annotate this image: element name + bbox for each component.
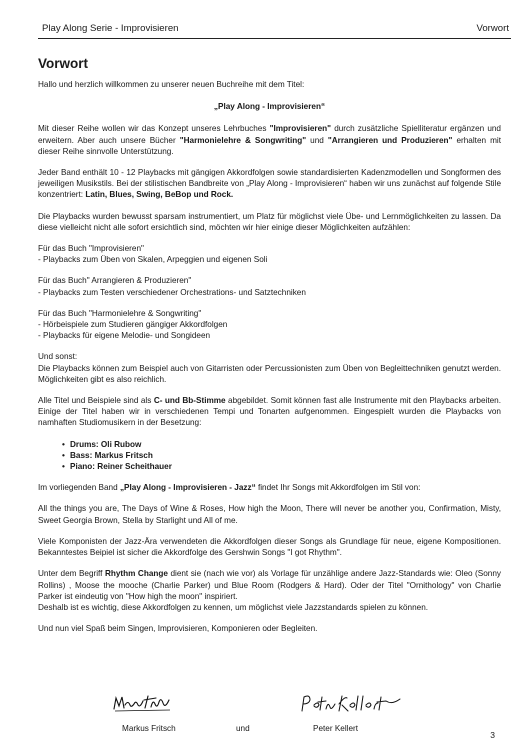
section-title: Vorwort [476,23,509,34]
musician-piano: • Piano: Reiner Scheithauer [70,461,501,472]
instrumentation-paragraph: Die Playbacks wurden bewusst sparsam instrumentiert, um Platz für möglichst viele Übe- und Lernmöglichkeiten zu lassen. Da diese vielleicht nicht alle sofort ersichtlich sind, möchten wir hier einige dieser Möglichkeiten aufzählen: [38,211,501,232]
songs-paragraph: All the things you are, The Days of Wine & Roses, How high the Moon, There will never be another you, Confirmation, Misty, Sweet Georgia Brown, Stella by Starlight und All of me. [38,504,501,525]
signature-name-left: Markus Fritsch [122,724,176,733]
page-number: 3 [490,730,495,740]
other-uses-paragraph: Und sonst: Die Playbacks können zum Beispiel auch von Gitarristen oder Percussionisten zum Üben von Begleittechniken genutzt werden. Möglichkeiten gibt es also reichlich. [38,352,501,384]
series-title: Play Along Serie - Improvisieren [42,23,179,34]
intro-paragraph: Mit dieser Reihe wollen wir das Konzept unseres Lehrbuches "Improvisieren" durch zusätzliche Spielliteratur ergänzen und erweitern. Aber auch unsere Bücher "Harmonielehre & Songwriting" und "Arrangieren und Produzieren" erhalten mit dieser Reihe sinnvolle Unterstützung. [38,124,501,156]
closing-line: Und nun viel Spaß beim Singen, Improvisieren, Komponieren oder Begleiten. [38,624,318,634]
use-case-harmonielehre: Für das Buch "Harmonielehre & Songwriting" - Hörbeispiele zum Studieren gängiger Akkordfolgen - Playbacks für eigene Melodie- und Songideen [38,308,228,341]
musicians-list [38,439,501,473]
book-title: „Play Along - Improvisieren“ [213,102,326,112]
use-case-arrangieren: Für das Buch" Arrangieren & Produzieren" - Playbacks zum Testen verschiedener Orchestrations- und Satztechniken [38,276,306,297]
rhythm-change-paragraph: Unter dem Begriff Rhythm Change dient sie (nach wie vor) als Vorlage für unzählige andere Jazz-Standards wie: Oleo (Sonny Rollins) , Moose the mooche (Charlie Parker) und Blue Room (Rodgers & Hard). Oder der Titel "Ornithology" von Charlie Parker ist eindeutig von "How high the moon" inspiriert. Deshalb ist es wichtig, diese Akkordfolgen zu kennen, um möglichst viele Jazzstandards spielen zu können. [38,569,501,612]
band-paragraph: Im vorliegenden Band „Play Along - Improvisieren - Jazz“ findet Ihr Songs mit Akkordfolgen im Stil von: [38,483,421,493]
playbacks-paragraph: Jeder Band enthält 10 - 12 Playbacks mit gängigen Akkordfolgen sowie standardisierten Kadenzmodellen und Songformen des jeweiligen Musikstils. Bei der stilistischen Bandbreite von „Play Along - Improvisieren“ haben wir uns zunächst auf folgende Stile konzentriert: Latin, Blues, Swing, BeBop und Rock. [38,168,501,200]
use-case-improvisieren: Für das Buch "Improvisieren" - Playbacks zum Üben von Skalen, Arpeggien und eigenen Soli [38,244,268,265]
musician-drums: • Drums: Oli Rubow [70,439,501,450]
signature-connector: und [236,724,250,733]
greeting: Hallo und herzlich willkommen zu unserer neuen Buchreihe mit dem Titel: [38,80,305,89]
page-title: Vorwort [38,56,88,71]
signature-peter-kellert [298,691,408,717]
titles-paragraph: Alle Titel und Beispiele sind als C- und Bb-Stimme abgebildet. Somit können fast alle Instrumente mit den Playbacks arbeiten. Einige der Titel haben wir in verschiedenen Tempi und Tonarten aufgenommen. Eingespielt wurden die Playbacks von namhaften Studiomusikern in der Besetzung: [38,396,501,428]
signature-block [0,695,531,735]
signature-name-right: Peter Kellert [313,724,359,733]
composers-paragraph: Viele Komponisten der Jazz-Ära verwendeten die Akkordfolgen dieser Songs als Grundlage für neue, eigene Kompositionen. Bekanntestes Beipiel ist sicher die Akkordfolge des Gershwin Songs "I got Rhythm". [38,536,501,558]
main-content [38,56,501,644]
musician-bass: • Bass: Markus Fritsch [70,450,501,461]
page-header [38,22,511,39]
signature-markus-fritsch [112,693,174,715]
